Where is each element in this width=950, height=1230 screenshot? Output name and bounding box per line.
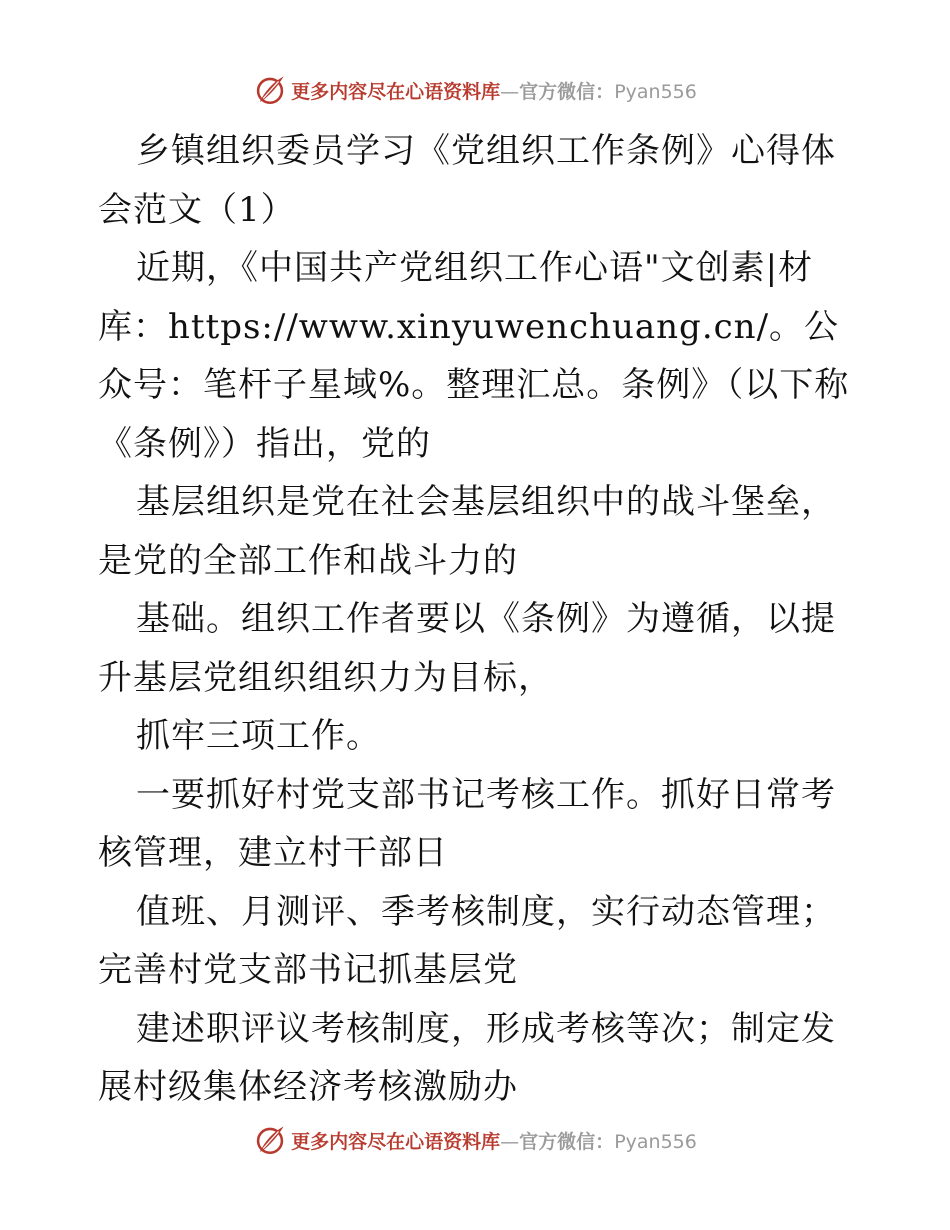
paragraph: 一要抓好村党支部书记考核工作。抓好日常考核管理，建立村干部日: [98, 774, 836, 873]
header-watermark: [0, 70, 950, 110]
watermark-separator: —: [500, 1130, 520, 1153]
watermark-sub-text: 官方微信：: [519, 1130, 615, 1153]
feather-quill-logo-icon: [253, 1123, 287, 1157]
watermark-main-text: 更多内容尽在心语资料库: [291, 1130, 501, 1153]
watermark-separator: —: [500, 80, 520, 103]
watermark-account: Pyan556: [614, 1130, 697, 1153]
watermark-account: Pyan556: [614, 80, 697, 103]
paragraph: 基础。组织工作者要以《条例》为遵循，以提升基层党组织组织力为目标，: [98, 599, 836, 698]
document-body: [98, 122, 858, 1117]
paragraph: 近期，《中国共产党组织工作心语"文创素|材库：https://www.xinyuwenchuang.cn/。公众号：笔杆子星域%。整理汇总。条例》（以下称《条例》）指出，党的: [98, 248, 850, 464]
document-title: 乡镇组织委员学习《党组织工作条例》心得体会范文（1）: [98, 131, 836, 230]
feather-quill-logo-icon: [253, 73, 287, 107]
paragraph: 基层组织是党在社会基层组织中的战斗堡垒，是党的全部工作和战斗力的: [98, 482, 836, 581]
paragraph: 抓牢三项工作。: [136, 716, 381, 756]
paragraph: 建述职评议考核制度，形成考核等次；制定发展村级集体经济考核激励办: [98, 1008, 836, 1107]
footer-watermark: [0, 1120, 950, 1160]
watermark-sub-text: 官方微信：: [519, 80, 615, 103]
watermark-main-text: 更多内容尽在心语资料库: [291, 80, 501, 103]
paragraph: 值班、月测评、季考核制度，实行动态管理；完善村党支部书记抓基层党: [98, 891, 836, 990]
